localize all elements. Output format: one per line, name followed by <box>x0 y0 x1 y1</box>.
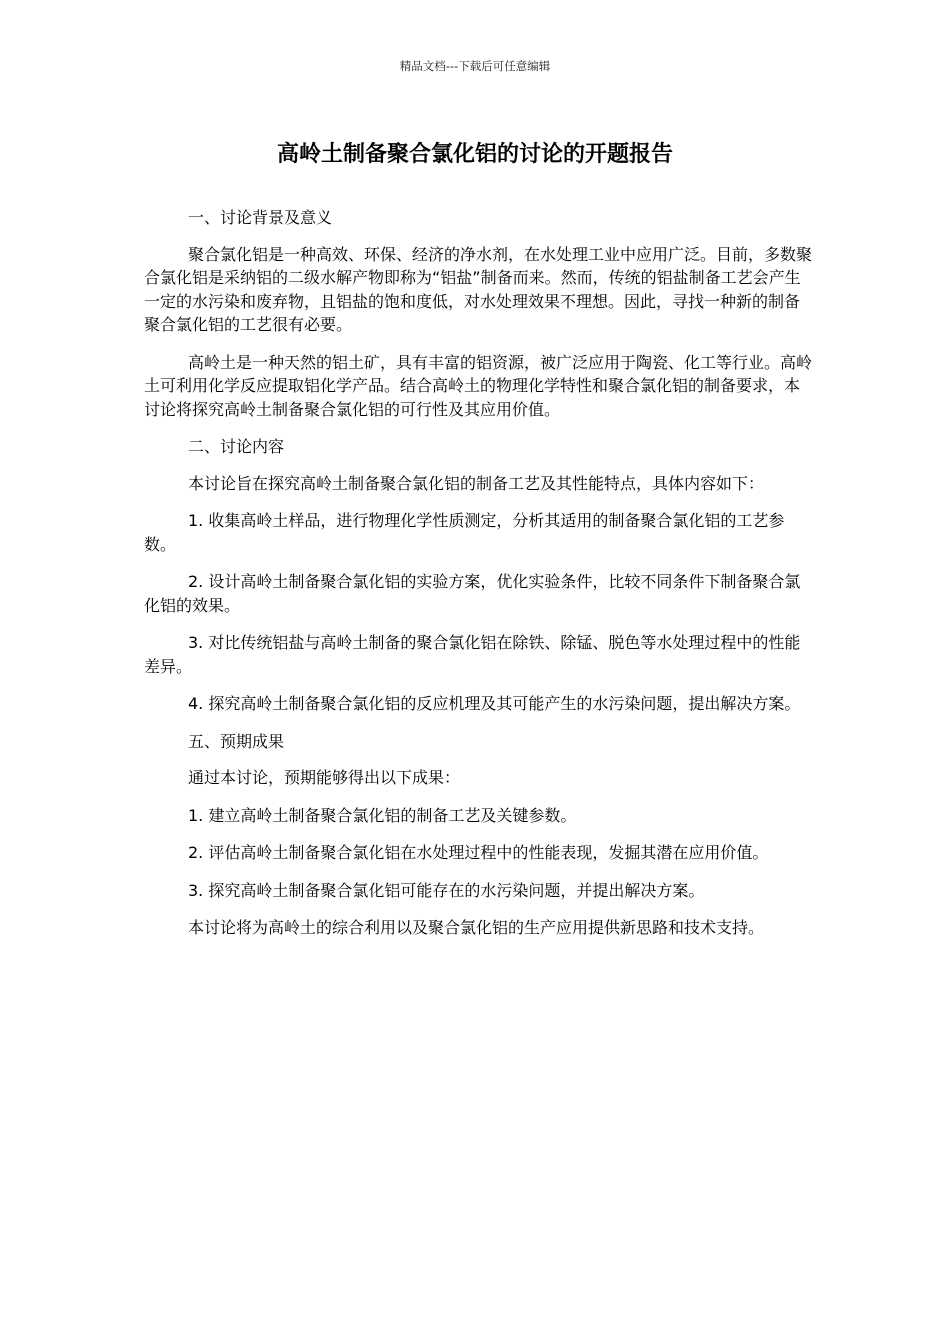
list-item-content-4: 4. 探究高岭土制备聚合氯化铝的反应机理及其可能产生的水污染问题，提出解决方案。 <box>188 694 801 713</box>
list-item-results-1: 1. 建立高岭土制备聚合氯化铝的制备工艺及关键参数。 <box>188 805 577 825</box>
paragraph-content-intro: 本讨论旨在探究高岭土制备聚合氯化铝的制备工艺及其性能特点，具体内容如下： <box>188 473 765 493</box>
document-body <box>144 206 812 954</box>
list-item-content-2: 2. 设计高岭土制备聚合氯化铝的实验方案，优化实验条件，比较不同条件下制备聚合氯化铝的效果。 <box>144 572 801 615</box>
list-item-results-2: 2. 评估高岭土制备聚合氯化铝在水处理过程中的性能表现，发掘其潜在应用价值。 <box>188 843 769 862</box>
list-item-content-3: 3. 对比传统铝盐与高岭土制备的聚合氯化铝在除铁、除锰、脱色等水处理过程中的性能差异。 <box>144 633 801 676</box>
section-heading-background: 一、讨论背景及意义 <box>188 208 333 227</box>
paragraph-conclusion: 本讨论将为高岭土的综合利用以及聚合氯化铝的生产应用提供新思路和技术支持。 <box>188 918 765 937</box>
paragraph-results-intro: 通过本讨论，预期能够得出以下成果： <box>188 768 461 787</box>
header-note: 精品文档---下载后可任意编辑 <box>399 59 551 73</box>
list-item-results-3: 3. 探究高岭土制备聚合氯化铝可能存在的水污染问题，并提出解决方案。 <box>188 880 705 900</box>
section-heading-content: 二、讨论内容 <box>188 437 285 456</box>
document-title: 高岭土制备聚合氯化铝的讨论的开题报告 <box>276 142 673 167</box>
section-heading-results: 五、预期成果 <box>188 731 285 751</box>
list-item-content-1: 1. 收集高岭土样品，进行物理化学性质测定，分析其适用的制备聚合氯化铝的工艺参数。 <box>144 511 785 554</box>
paragraph-background-2: 高岭土是一种天然的铝土矿，具有丰富的铝资源，被广泛应用于陶瓷、化工等行业。高岭土可利用化学反应提取铝化学产品。结合高岭土的物理化学特性和聚合氯化铝的制备要求，本讨论将探究高岭土制备聚合氯化铝的可行性及其应用价值。 <box>144 352 813 419</box>
paragraph-background-1: 聚合氯化铝是一种高效、环保、经济的净水剂，在水处理工业中应用广泛。目前，多数聚合氯化铝是采纳铝的二级水解产物即称为“铝盐”制备而来。然而，传统的铝盐制备工艺会产生一定的水污染和废弃物，且铝盐的饱和度低，对水处理效果不理想。因此，寻找一种新的制备聚合氯化铝的工艺很有必要。 <box>144 244 813 334</box>
